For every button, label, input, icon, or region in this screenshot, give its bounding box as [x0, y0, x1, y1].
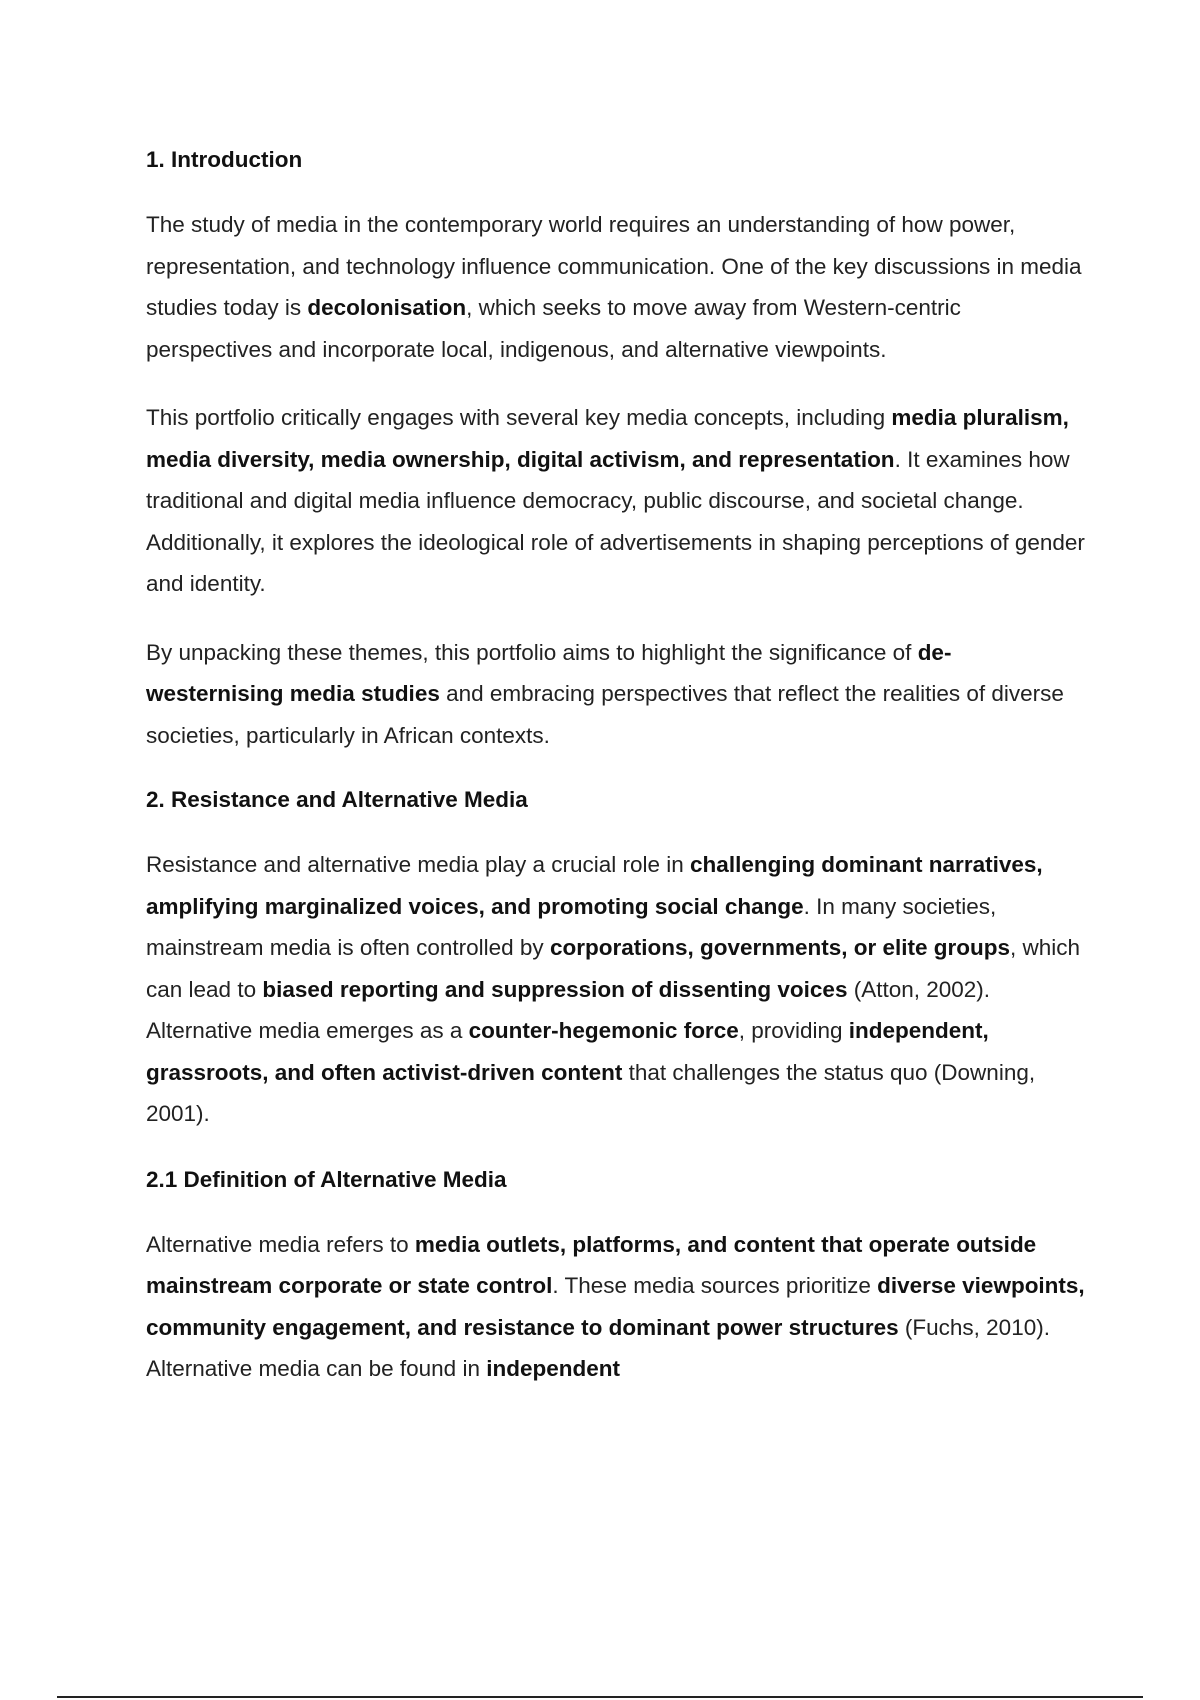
bold-run: independent: [486, 1356, 620, 1381]
bold-run: counter-hegemonic force: [468, 1018, 739, 1043]
bold-run: biased reporting and suppression of dissenting voices: [262, 976, 848, 1002]
text-run: and embracing perspectives that reflect the realities of diverse societies, particularly in African contexts.: [146, 681, 1064, 748]
paragraph-definition: [146, 1224, 1086, 1390]
heading-introduction: 1. Introduction: [146, 147, 303, 172]
paragraph-de-westernising: [146, 632, 1086, 757]
bold-run: decolonisation: [307, 295, 467, 320]
bold-run: challenging dominant narratives, amplifying marginalized voices, and promoting social change: [146, 852, 1043, 919]
text-run: (Fuchs, 2010). Alternative media can be found in: [146, 1314, 1050, 1381]
paragraph-resistance-media: [146, 844, 1086, 1135]
text-run: that challenges the status quo (Downing, 2001).: [146, 1059, 1036, 1126]
heading-definition-alternative-media: 2.1 Definition of Alternative Media: [146, 1166, 507, 1192]
text-run: Resistance and alternative media play a crucial role in: [146, 852, 691, 877]
bold-run: diverse viewpoints, community engagement, and resistance to dominant power structures: [146, 1273, 1085, 1340]
heading-resistance-alternative-media: 2. Resistance and Alternative Media: [146, 787, 528, 812]
text-run: . It examines how traditional and digital media influence democracy, public discourse, and societal change. Additionally, it explores the ideological role of advertisements in shaping perceptions of gender and identity.: [146, 446, 1085, 596]
document-page: [146, 140, 1086, 1390]
text-run: , which seeks to move away from Western-centric perspectives and incorporate local, indigenous, and alternative viewpoints.: [146, 295, 961, 362]
paragraph-portfolio-concepts: [146, 397, 1086, 605]
bold-run: corporations, governments, or elite groups: [549, 935, 1011, 960]
paragraph-decolonisation: [146, 204, 1086, 370]
bold-run: independent, grassroots, and often activist-driven content: [146, 1018, 989, 1085]
text-run: , providing: [738, 1018, 849, 1043]
page-bottom-rule: [57, 1696, 1143, 1698]
bold-run: de-westernising media studies: [146, 639, 952, 706]
text-run: This portfolio critically engages with several key media concepts, including: [146, 405, 892, 430]
text-run: , which can lead to: [146, 935, 1081, 1002]
text-run: . In many societies, mainstream media is often controlled by: [146, 893, 997, 960]
text-run: By unpacking these themes, this portfolio aims to highlight the significance of: [146, 639, 918, 665]
text-run: Alternative media refers to: [146, 1231, 415, 1257]
text-run: . These media sources prioritize: [552, 1273, 878, 1298]
text-run: The study of media in the contemporary world requires an understanding of how power, representation, and technology influence communication. One of the key discussions in media studies today is: [146, 212, 1082, 320]
bold-run: media outlets, platforms, and content that operate outside mainstream corporate or state control: [146, 1231, 1037, 1298]
text-run: (Atton, 2002). Alternative media emerges as a: [146, 976, 991, 1043]
bold-run: media pluralism, media diversity, media ownership, digital activism, and representation: [146, 405, 1069, 472]
